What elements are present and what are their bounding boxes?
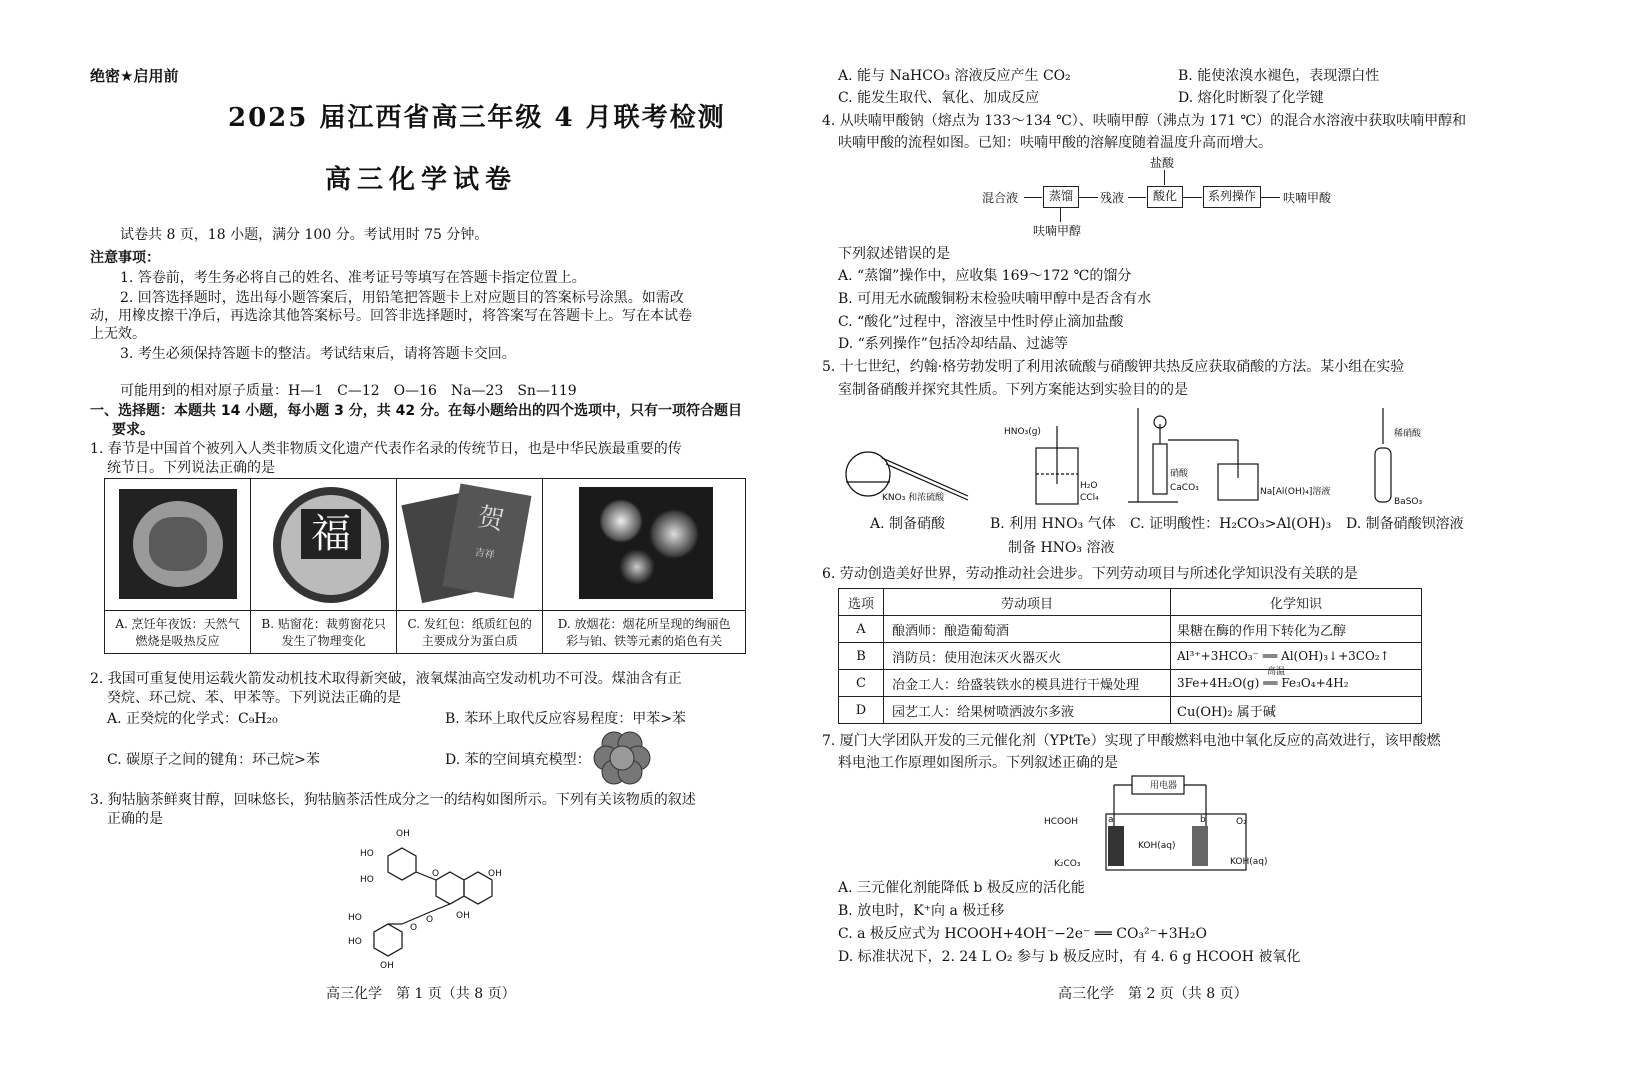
- q2-stem-cont: 癸烷、环己烷、苯、甲苯等。下列说法正确的是: [107, 690, 401, 706]
- q2-stem: 2. 我国可重复使用运载火箭发动机技术取得新突破，液氧煤油高空发动机功不可没。煤油含有正: [90, 671, 682, 687]
- q1-image-cell: [397, 479, 543, 611]
- firework-icon: [649, 509, 699, 559]
- flow-mid: 残液: [1100, 191, 1125, 205]
- q4-option-a: A. “蒸馏”操作中，应收集 169～172 ℃的馏分: [838, 268, 1132, 284]
- flow-arrow: [1078, 197, 1098, 198]
- q7-fuel-cell-diagram: [1040, 774, 1280, 874]
- structure-label: O: [426, 915, 434, 925]
- table-cell: C: [839, 670, 884, 697]
- notice-item: 1. 答卷前，考生务必将自己的姓名、准考证号等填写在答题卡指定位置上。: [120, 270, 586, 286]
- section-heading-cont: 要求。: [112, 422, 154, 438]
- q1-stem-cont: 统节日。下列说法正确的是: [107, 460, 275, 476]
- table-cell: A: [839, 616, 884, 643]
- q5-option-b-cont: 制备 HNO₃ 溶液: [1008, 540, 1115, 556]
- table-header: 劳动项目: [884, 589, 1171, 616]
- q6-table: [838, 588, 1422, 724]
- structure-label: HO: [348, 913, 362, 923]
- flow-arrow: [1182, 197, 1202, 198]
- table-header-row: [839, 589, 1422, 616]
- structure-label: OH: [380, 961, 394, 971]
- hcooh-label: HCOOH: [1044, 817, 1078, 827]
- firework-icon: [619, 549, 655, 585]
- table-header: 化学知识: [1171, 589, 1422, 616]
- q1-option-d: D. 放烟花：烟花所呈现的绚丽色 彩与铂、铁等元素的焰色有关: [543, 611, 746, 654]
- flow-top: 盐酸: [1150, 156, 1175, 170]
- q1-option-b: B. 贴窗花：裁剪窗花只 发生了物理变化: [251, 611, 397, 654]
- table-row: [839, 616, 1422, 643]
- structure-label: O: [410, 923, 418, 933]
- flow-arrow: [1024, 197, 1042, 198]
- flow-bottom: 呋喃甲醇: [1033, 224, 1082, 238]
- apparatus-label: CCl₄: [1080, 493, 1099, 503]
- notice-item: 上无效。: [90, 326, 146, 342]
- electrolyte-label: KOH(aq): [1138, 841, 1176, 851]
- page-footer-left: 高三化学 第 1 页（共 8 页）: [326, 986, 516, 1002]
- notice-heading: 注意事项：: [90, 250, 160, 266]
- table-cell: [1171, 667, 1422, 697]
- apparatus-label: HNO₃(g): [1004, 427, 1041, 437]
- q4-stem-cont: 呋喃甲酸的流程如图。已知：呋喃甲酸的溶解度随着温度升高而增大。: [838, 135, 1272, 151]
- q5-option-d: D. 制备硝酸钡溶液: [1346, 516, 1464, 532]
- q7-option-c: C. a 极反应式为 HCOOH+4OH⁻−2e⁻ ══ CO₃²⁻+3H₂O: [838, 926, 1207, 942]
- flow-arrow: [1060, 208, 1061, 222]
- q5-apparatus-figures: [838, 404, 1458, 512]
- apparatus-label: 稀硝酸: [1394, 429, 1422, 439]
- subject-title: 高三化学试卷: [325, 165, 518, 195]
- q4-option-d: D. “系列操作”包括冷却结晶、过滤等: [838, 336, 1068, 352]
- electrode-a-label: a: [1108, 815, 1114, 825]
- q1-image-cell: [543, 479, 746, 611]
- flow-step-acidify: 酸化: [1147, 186, 1183, 208]
- window-flower-icon: [273, 487, 389, 603]
- page-footer-right: 高三化学 第 2 页（共 8 页）: [1058, 986, 1248, 1002]
- table-row: [839, 697, 1422, 724]
- q6-stem: 6. 劳动创造美好世界，劳动推动社会进步。下列劳动项目与所述化学知识没有关联的是: [822, 566, 1358, 582]
- reaction-equation: 3Fe+4H₂O(g) ══ Fe₃O₄+4H₂: [1177, 676, 1349, 690]
- q5-stem-cont: 室制备硝酸并探究其性质。下列方案能达到实验目的的是: [838, 382, 1188, 398]
- apparatus-label: H₂O: [1080, 481, 1098, 491]
- table-cell: 冶金工人：给盛装铁水的模具进行干燥处理: [884, 670, 1171, 697]
- q5-option-b: B. 利用 HNO₃ 气体: [990, 516, 1116, 532]
- table-header: 选项: [839, 589, 884, 616]
- dinner-photo: [119, 489, 237, 599]
- koh-out-label: KOH(aq): [1230, 857, 1268, 867]
- electrode-b-label: b: [1200, 815, 1206, 825]
- atomic-masses: 可能用到的相对原子质量：H—1 C—12 O—16 Na—23 Sn—119: [120, 383, 577, 399]
- table-cell: 酿酒师：酿造葡萄酒: [884, 616, 1171, 643]
- he-character: 贺: [475, 502, 507, 537]
- q1-option-c: C. 发红包：纸质红包的 主要成分为蛋白质: [397, 611, 543, 654]
- notice-item: 动，用橡皮擦干净后，再选涂其他答案标号。回答非选择题时，将答案写在答题卡上。写在本试卷: [90, 308, 692, 324]
- structure-label: HO: [360, 849, 374, 859]
- q3-stem-cont: 正确的是: [107, 811, 163, 827]
- q3-option-a: A. 能与 NaHCO₃ 溶液反应产生 CO₂: [838, 68, 1071, 84]
- structure-label: OH: [488, 869, 502, 879]
- structure-label: HO: [360, 875, 374, 885]
- table-cell: B: [839, 643, 884, 670]
- q1-options-table: [104, 478, 746, 654]
- table-cell: 果糖在酶的作用下转化为乙醇: [1171, 616, 1422, 643]
- q4-option-b: B. 可用无水硫酸铜粉末检验呋喃甲醇中是否含有水: [838, 291, 1152, 307]
- device-label: 用电器: [1150, 781, 1178, 791]
- q1-image-cell: [105, 479, 251, 611]
- table-cell: 园艺工人：给果树喷洒波尔多液: [884, 697, 1171, 724]
- q2-option-a: A. 正癸烷的化学式：C₉H₂₀: [107, 711, 278, 727]
- flow-start: 混合液: [982, 191, 1019, 205]
- flow-end: 呋喃甲酸: [1283, 191, 1332, 205]
- q2-option-c: C. 碳原子之间的键角：环己烷>苯: [107, 752, 320, 768]
- o2-label: O₂: [1236, 817, 1247, 827]
- q2-option-d: D. 苯的空间填充模型：: [445, 752, 591, 768]
- structure-label: OH: [396, 829, 410, 839]
- q1-image-cell: [251, 479, 397, 611]
- apparatus-label: CaCO₃: [1170, 483, 1199, 493]
- q4-option-c: C. “酸化”过程中，溶液呈中性时停止滴加盐酸: [838, 314, 1124, 330]
- structure-label: OH: [456, 911, 470, 921]
- table-cell: 消防员：使用泡沫灭火器灭火: [884, 643, 1171, 670]
- q3-option-d: D. 熔化时断裂了化学键: [1178, 90, 1324, 106]
- q1-option-a: A. 烹饪年夜饭：天然气 燃烧是吸热反应: [105, 611, 251, 654]
- table-row: [839, 670, 1422, 697]
- exam-title: 2025 届江西省高三年级 4 月联考检测: [228, 103, 726, 133]
- q4-ask: 下列叙述错误的是: [838, 246, 950, 262]
- q2-option-b: B. 苯环上取代反应容易程度：甲苯>苯: [445, 711, 686, 727]
- table-row: [839, 643, 1422, 670]
- section-heading: 一、选择题：本题共 14 小题，每小题 3 分，共 42 分。在每小题给出的四个选项中，只有一项符合题目: [90, 403, 742, 419]
- notice-item: 3. 考生必须保持答题卡的整洁。考试结束后，请将答题卡交回。: [120, 346, 516, 362]
- table-cell: Al³⁺+3HCO₃⁻ ══ Al(OH)₃↓+3CO₂↑: [1171, 643, 1422, 670]
- q1-stem: 1. 春节是中国首个被列入人类非物质文化遗产代表作名录的传统节日，也是中华民族最重要的传: [90, 441, 682, 457]
- apparatus-label: KNO₃ 和浓硫酸: [882, 493, 945, 503]
- q3-molecule-structure: [340, 826, 520, 971]
- q3-option-c: C. 能发生取代、氧化、加成反应: [838, 90, 1040, 106]
- q5-stem: 5. 十七世纪，约翰·格劳勃发明了利用浓硫酸与硝酸钾共热反应获取硝酸的方法。某小组在实验: [822, 359, 1405, 375]
- apparatus-label: 硝酸: [1170, 469, 1189, 479]
- table-cell: D: [839, 697, 884, 724]
- fu-character: 福: [301, 509, 361, 559]
- q7-stem-cont: 料电池工作原理如图所示。下列叙述正确的是: [838, 755, 1118, 771]
- flow-step-series: 系列操作: [1203, 186, 1261, 208]
- q3-stem: 3. 狗牯脑茶鲜爽甘醇，回味悠长，狗牯脑茶活性成分之一的结构如图所示。下列有关该物质的叙述: [90, 792, 696, 808]
- flow-arrow: [1164, 170, 1165, 185]
- q7-option-b: B. 放电时，K⁺向 a 极迁移: [838, 903, 1005, 919]
- food-icon: [149, 517, 207, 571]
- q7-stem: 7. 厦门大学团队开发的三元催化剂（YPtTe）实现了甲酸燃料电池中氧化反应的高效进行，该甲酸燃: [822, 733, 1441, 749]
- flow-arrow: [1260, 197, 1280, 198]
- exam-meta: 试卷共 8 页，18 小题，满分 100 分。考试用时 75 分钟。: [120, 227, 489, 243]
- benzene-space-filling-model: [592, 730, 652, 786]
- q5-option-a: A. 制备硝酸: [870, 516, 946, 532]
- structure-label: O: [432, 869, 440, 879]
- apparatus-label: BaSO₃: [1394, 497, 1423, 507]
- apparatus-label: Na[Al(OH)₄]溶液: [1260, 487, 1331, 497]
- q7-option-d: D. 标准状况下，2. 24 L O₂ 参与 b 极反应时，有 4. 6 g HCOOH 被氧化: [838, 949, 1301, 965]
- k2co3-label: K₂CO₃: [1054, 859, 1081, 869]
- q5-option-c: C. 证明酸性：H₂CO₃>Al(OH)₃: [1130, 516, 1332, 532]
- flow-arrow: [1128, 197, 1146, 198]
- flow-step-distill: 蒸馏: [1043, 186, 1079, 208]
- fireworks-photo: [579, 487, 713, 599]
- firework-icon: [599, 499, 643, 543]
- table-cell: Cu(OH)₂ 属于碱: [1171, 697, 1422, 724]
- reaction-condition: 高温: [1267, 667, 1286, 677]
- structure-label: HO: [348, 937, 362, 947]
- notice-item: 2. 回答选择题时，选出每小题答案后，用铅笔把答题卡上对应题目的答案标号涂黑。如需改: [120, 290, 684, 306]
- q4-stem: 4. 从呋喃甲酸钠（熔点为 133～134 ℃）、呋喃甲醇（沸点为 171 ℃）的混合水溶液中获取呋喃甲醇和: [822, 113, 1467, 129]
- q7-option-a: A. 三元催化剂能降低 b 极反应的活化能: [838, 880, 1085, 896]
- envelope-label: 吉祥: [474, 547, 496, 562]
- secret-label: 绝密★启用前: [90, 67, 179, 85]
- q3-option-b: B. 能使浓溴水褪色，表现漂白性: [1178, 68, 1380, 84]
